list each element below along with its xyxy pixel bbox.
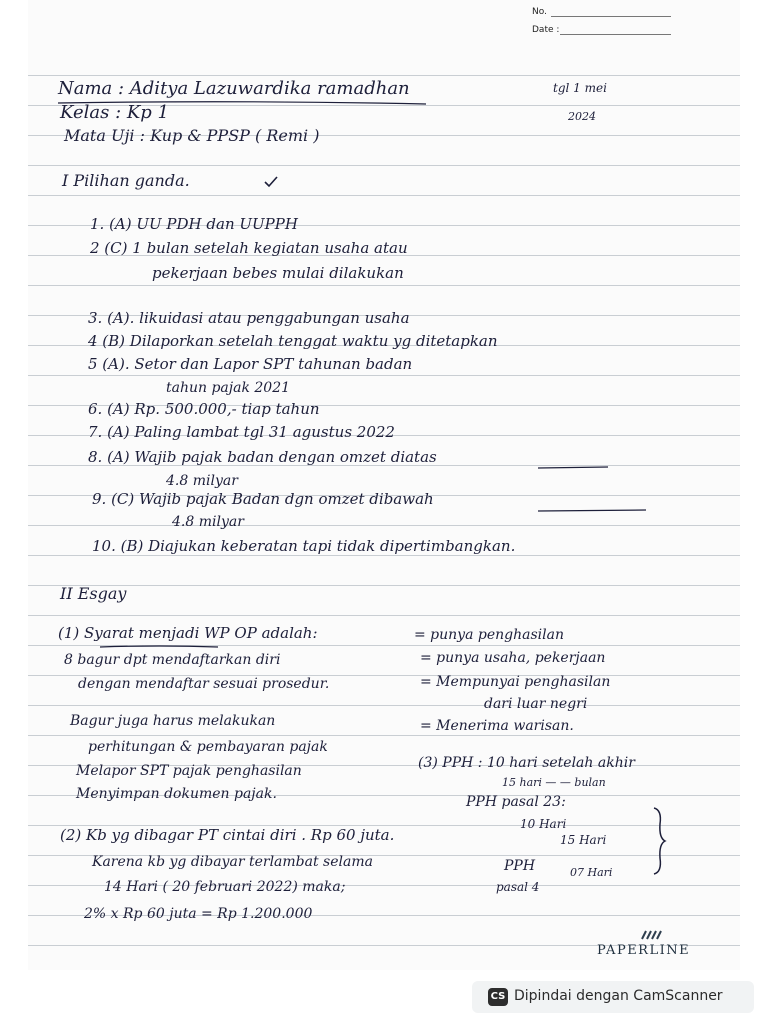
camscanner-text: Dipindai dengan CamScanner <box>514 988 723 1004</box>
q1-right-5: = Menerima warisan. <box>420 718 574 734</box>
kelas-line: Kelas : Kp 1 <box>60 102 169 123</box>
answer-6: 6. (A) Rp. 500.000,- tiap tahun <box>88 400 320 418</box>
paperline-logo-icon <box>640 930 664 940</box>
dibawah-underline <box>538 508 648 514</box>
q1-right-4: dari luar negri <box>484 696 588 712</box>
answer-2-cont: pekerjaan bebes mulai dilakukan <box>152 264 404 282</box>
q3-10-hari: 10 Hari <box>520 817 567 831</box>
q1-line-5: perhitungan & pembayaran pajak <box>88 739 328 755</box>
tanggal-line-2: 2024 <box>568 110 596 123</box>
no-label: No. <box>532 7 547 17</box>
q1-line-2: 8 bagur dpt mendaftarkan diri <box>64 652 281 668</box>
tanggal-line-1: tgl 1 mei <box>553 81 607 95</box>
q3-pph23: PPH pasal 23: <box>466 794 566 810</box>
answer-2: 2 (C) 1 bulan setelah kegiatan usaha atau <box>90 239 408 257</box>
q1-line-1: (1) Syarat menjadi WP OP adalah: <box>58 624 318 642</box>
q2-line-2: Karena kb yg dibayar terlambat selama <box>92 854 373 870</box>
q3-pph: PPH <box>504 858 536 874</box>
section-1-title: I Pilihan ganda. <box>62 171 190 190</box>
q2-line-3: 14 Hari ( 20 februari 2022) maka; <box>104 879 346 895</box>
answer-9-cont: 4.8 milyar <box>172 514 244 530</box>
date-line <box>560 34 671 35</box>
check-mark-icon <box>264 176 278 188</box>
q1-right-1: = punya penghasilan <box>414 627 564 643</box>
q1-line-4: Bagur juga harus melakukan <box>70 713 276 729</box>
section-2-title: II Esgay <box>60 584 127 603</box>
q3-pasal-4: pasal 4 <box>496 880 540 894</box>
answer-4: 4 (B) Dilaporkan setelah tenggat waktu yg ditetapkan <box>88 332 498 350</box>
page-top-margin <box>28 0 740 60</box>
answer-5: 5 (A). Setor dan Lapor SPT tahunan badan <box>88 355 413 373</box>
q3-15-hari: 15 Hari <box>560 833 607 847</box>
answer-10: 10. (B) Diajukan keberatan tapi tidak dipertimbangkan. <box>92 537 516 555</box>
answer-7: 7. (A) Paling lambat tgl 31 agustus 2022 <box>88 423 395 441</box>
q3-line-2: 15 hari — — bulan <box>502 776 606 789</box>
q1-right-3: = Mempunyai penghasilan <box>420 674 611 690</box>
no-line <box>551 16 671 17</box>
mata-uji-line: Mata Uji : Kup & PPSP ( Remi ) <box>64 126 320 145</box>
syarat-underline <box>100 644 220 650</box>
nama-underline <box>58 99 428 107</box>
q3-07-hari: 07 Hari <box>570 866 613 879</box>
date-label: Date : <box>532 25 560 35</box>
diatas-underline <box>538 465 610 471</box>
answer-9: 9. (C) Wajib pajak Badan dgn omzet dibawah <box>92 490 434 508</box>
q2-line-1: (2) Kb yg dibagar PT cintai diri . Rp 60 juta. <box>60 826 395 844</box>
notebook-page <box>28 0 740 970</box>
answer-1: 1. (A) UU PDH dan UUPPH <box>90 215 298 233</box>
camscanner-icon: CS <box>488 988 508 1006</box>
q1-line-6: Melapor SPT pajak penghasilan <box>76 763 302 779</box>
q2-line-4: 2% x Rp 60 juta = Rp 1.200.000 <box>84 906 313 922</box>
q1-right-2: = punya usaha, pekerjaan <box>420 650 606 666</box>
q3-line-1: (3) PPH : 10 hari setelah akhir <box>418 755 635 771</box>
answer-8-cont: 4.8 milyar <box>166 473 238 489</box>
q1-line-7: Menyimpan dokumen pajak. <box>76 786 277 802</box>
curly-brace-icon <box>650 806 668 876</box>
answer-3: 3. (A). likuidasi atau penggabungan usaha <box>88 309 410 327</box>
answer-8: 8. (A) Wajib pajak badan dengan omzet diatas <box>88 448 437 466</box>
q1-line-3: dengan mendaftar sesuai prosedur. <box>78 676 330 692</box>
nama-line: Nama : Aditya Lazuwardika ramadhan <box>58 78 410 99</box>
paperline-brand: PAPERLINE <box>597 943 691 958</box>
answer-5-cont: tahun pajak 2021 <box>166 380 291 396</box>
